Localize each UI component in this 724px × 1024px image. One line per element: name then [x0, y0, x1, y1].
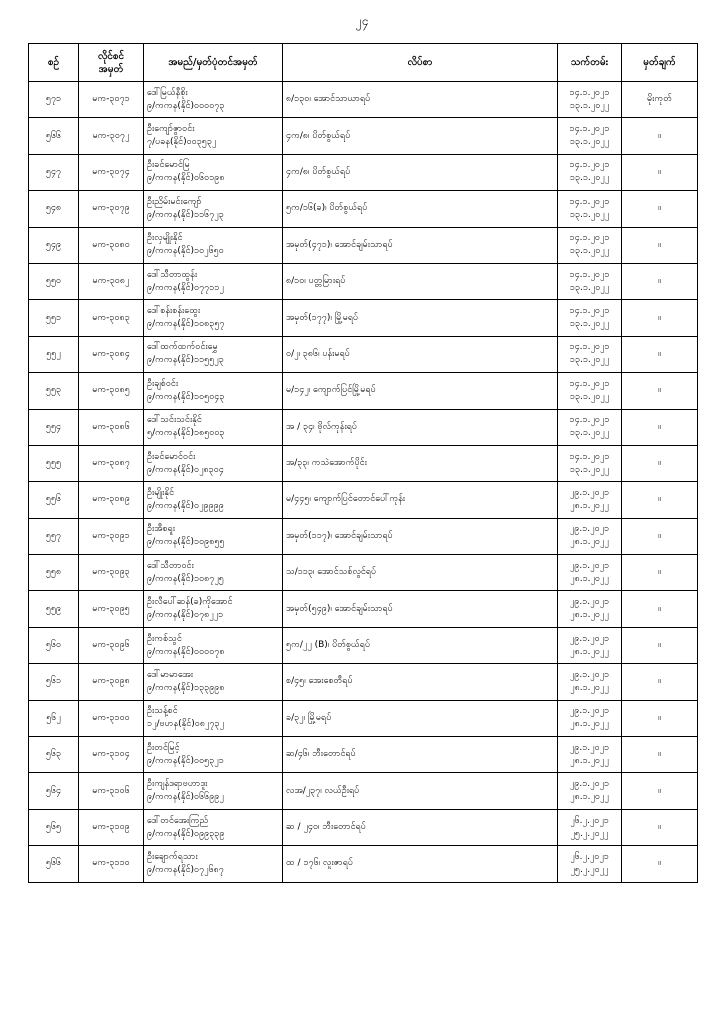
remark: ။: [622, 664, 698, 700]
nrc-number: ၉/ကကန(နိုင်)၀၆၀၁၉၈: [147, 173, 225, 184]
nrc-number: ၉/ကကန(နိုင်)၁၀၅၀၄၃: [147, 391, 225, 402]
nrc-number: ၉/ကကန(နိုင်)၀၉၉၃၃၉: [147, 828, 225, 839]
name-nrc-cell: [144, 227, 283, 263]
valid-from: ၁၄.၁.၂၀၂၁: [569, 378, 610, 389]
valid-to: ၂၈.၁.၂၀၂၂: [570, 537, 609, 548]
valid-to: ၁၃.၁.၂၀၂၂: [569, 209, 610, 220]
license-number: မက-၃၁၀၀: [79, 700, 144, 736]
license-number: မက-၃၀၇၁: [79, 82, 144, 118]
row-number: ၅၅၉: [29, 591, 79, 627]
header-name-nrc: အမည်/မှတ်ပုံတင်အမှတ်: [144, 44, 283, 82]
header-no: စဉ်: [29, 44, 79, 82]
valid-from: ၁၄.၁.၂၀၂၁: [569, 415, 610, 426]
address: အ / ၃၄၊ ဗိုလ်ကုန်းရပ်: [283, 409, 558, 445]
valid-from: ၂၉.၁.၂၀၂၁: [569, 742, 610, 753]
validity-cell: [558, 737, 622, 773]
validity-cell: [558, 373, 622, 409]
address: ၀/၂၊ ၃၈၆၊ ပန်းမရပ်: [283, 336, 558, 372]
nrc-number: ၉/ကကန(နိုင်)၁၃၃၉၉၈: [147, 682, 225, 693]
address: ၄က/၈၊ ပိတ်စွယ်ရပ်: [283, 154, 558, 190]
validity-cell: [558, 555, 622, 591]
address: ၈/၁၀၊ ပတ္တမြားရပ်: [283, 263, 558, 299]
person-name: ဦးလှမျိုးနိုင်: [147, 233, 183, 244]
valid-from: ၂၉.၁.၂၀၂၁: [569, 669, 610, 680]
license-number: မက-၃၀၈၉: [79, 482, 144, 518]
license-number: မက-၃၀၈၄: [79, 336, 144, 372]
header-remarks: မှတ်ချက်: [622, 44, 698, 82]
row-number: ၅၇၁: [29, 82, 79, 118]
license-number: မက-၃၀၇၉: [79, 191, 144, 227]
row-number: ၅၆၆: [29, 846, 79, 882]
valid-from: ၁၄.၁.၂၀၂၁: [569, 451, 610, 462]
validity-cell: [558, 227, 622, 263]
person-name: ဒေါ်စန်းစန်းထွေး: [147, 306, 201, 317]
table-row: [29, 591, 698, 627]
validity-cell: [558, 82, 622, 118]
address: စ/၄၅၊ အေးစေတီရပ်: [283, 664, 558, 700]
valid-to: ၁၃.၁.၂၀၂၂: [569, 173, 610, 184]
valid-from: ၁၄.၁.၂၀၂၁: [569, 233, 610, 244]
name-nrc-cell: [144, 191, 283, 227]
table-row: [29, 664, 698, 700]
nrc-number: ၉/ကကန(နိုင်)၀၇၇၁၁၂: [147, 282, 224, 293]
nrc-number: ၉/ကကန(နိုင်)၀၇၈၂၂၁: [147, 610, 224, 621]
row-number: ၅၅၈: [29, 555, 79, 591]
person-name: ဦးကျော်ဇွာဝင်း: [147, 124, 195, 135]
address: ဆ / ၂၄၀၊ ဘီးတောင်ရပ်: [283, 809, 558, 845]
person-name: ဒေါ်မာမာအေး: [147, 669, 194, 680]
person-name: ဦးခင်မောင်ဝင်း: [147, 451, 196, 462]
name-nrc-cell: [144, 555, 283, 591]
nrc-number: ၁၂/ဗဟန(နိုင်)၀၈၂၇၃၂: [147, 719, 224, 730]
name-nrc-cell: [144, 518, 283, 554]
license-number: မက-၃၀၉၃: [79, 555, 144, 591]
address: လအ/၂၃၇၊ လယ်ဦးရပ်: [283, 773, 558, 809]
table-row: [29, 737, 698, 773]
license-number: မက-၃၀၉၁: [79, 518, 144, 554]
validity-cell: [558, 700, 622, 736]
remark: ။: [622, 846, 698, 882]
license-number: မက-၃၁၀၄: [79, 737, 144, 773]
table-row: [29, 846, 698, 882]
row-number: ၅၆၆: [29, 118, 79, 154]
validity-cell: [558, 809, 622, 845]
person-name: ဒေါ်သင်းသင်းနိုင်: [147, 415, 202, 426]
remark: ။: [622, 118, 698, 154]
row-number: ၅၆၅: [29, 809, 79, 845]
valid-to: ၁၃.၁.၂၀၂၂: [569, 319, 610, 330]
person-name: ဒေါ်သီတာဝင်း: [147, 560, 194, 571]
table-row: [29, 263, 698, 299]
license-number: မက-၃၀၈၂: [79, 263, 144, 299]
person-name: ဦးကစ်သွင်: [147, 633, 182, 644]
person-name: ဦးကျန်ဒရာဗဟာဒူး: [147, 779, 208, 790]
row-number: ၅၆၂: [29, 700, 79, 736]
validity-cell: [558, 409, 622, 445]
valid-from: ၁၄.၁.၂၀၂၁: [569, 160, 610, 171]
license-number: မက-၃၁၀၉: [79, 809, 144, 845]
person-name: ဦးသန့်စင်: [147, 706, 178, 717]
validity-cell: [558, 846, 622, 882]
valid-to: ၁၃.၁.၂၀၂၂: [569, 428, 610, 439]
remark: ။: [622, 373, 698, 409]
nrc-number: ၉/ကကန(နိုင်)၀၀၀၀၇၃: [147, 100, 225, 111]
validity-cell: [558, 118, 622, 154]
address: သ/၁၁၃၊ အောင်သစ်လွင်ရပ်: [283, 555, 558, 591]
address: အမှတ်(၄၇၁)၊ အောင်ချမ်းသာရပ်: [283, 227, 558, 263]
row-number: ၅၆၀: [29, 627, 79, 663]
header-license-line2: အမှတ်: [98, 63, 124, 75]
validity-cell: [558, 591, 622, 627]
valid-from: ၁၄.၁.၂၀၂၁: [569, 196, 610, 207]
name-nrc-cell: [144, 373, 283, 409]
table-row: [29, 773, 698, 809]
nrc-number: ၉/ကကန(နိုင်)၀၂၈၃၀၄: [147, 464, 224, 475]
validity-cell: [558, 482, 622, 518]
nrc-number: ၉/ကကန(နိုင်)၁၁၅၅၂၃: [147, 355, 224, 366]
remark: ။: [622, 482, 698, 518]
nrc-number: ၉/ကကန(နိုင်)၁၀၉၈၅၅: [147, 537, 225, 548]
person-name: ဦးခင်မောင်မြ: [147, 160, 190, 171]
table-row: [29, 518, 698, 554]
valid-to: ၂၈.၁.၂၀၂၂: [570, 573, 609, 584]
valid-to: ၂၈.၁.၂၀၂၂: [570, 792, 609, 803]
person-name: ဒေါ်မြယ်နီစိုး: [147, 87, 188, 98]
row-number: ၅၅၁: [29, 300, 79, 336]
name-nrc-cell: [144, 700, 283, 736]
table-row: [29, 118, 698, 154]
person-name: ဦးတင်မြင့်: [147, 742, 180, 753]
validity-cell: [558, 300, 622, 336]
name-nrc-cell: [144, 846, 283, 882]
valid-from: ၂၉.၁.၂၀၂၁: [569, 560, 610, 571]
table-row: [29, 555, 698, 591]
valid-to: ၁၃.၁.၂၀၂၂: [569, 137, 610, 148]
address: အမှတ်(၁၁၇)၊ အောင်ချမ်းသာရပ်: [283, 518, 558, 554]
address: ၈/၁၃၀၊ အောင်သာယာရပ်: [283, 82, 558, 118]
nrc-number: ၉/ကကန(နိုင်)၀၆၆၉၉၂: [147, 792, 224, 803]
table-row: [29, 445, 698, 481]
address: ၄က/၈၊ ပိတ်စွယ်ရပ်: [283, 118, 558, 154]
valid-to: ၂၈.၁.၂၀၂၂: [570, 682, 609, 693]
row-number: ၅၅၄: [29, 409, 79, 445]
row-number: ၅၄၉: [29, 227, 79, 263]
license-number: မက-၃၁၁၀: [79, 846, 144, 882]
row-number: ၅၄၈: [29, 191, 79, 227]
valid-from: ၁၄.၁.၂၀၂၁: [569, 342, 610, 353]
valid-from: ၂၉.၁.၂၀၂၁: [569, 597, 610, 608]
valid-to: ၁၃.၁.၂၀၂၂: [569, 355, 610, 366]
remark: ။: [622, 737, 698, 773]
address: ထ / ၁၇၆၊ လူးဇာရပ်: [283, 846, 558, 882]
name-nrc-cell: [144, 154, 283, 190]
person-name: ဒေါ်ထက်ထက်ဝင်းမွှေ: [147, 342, 218, 353]
row-number: ၅၅၅: [29, 445, 79, 481]
row-number: ၅၅၀: [29, 263, 79, 299]
valid-from: ၂၆.၂.၂၀၂၁: [570, 815, 609, 826]
table-row: [29, 191, 698, 227]
remark: ။: [622, 555, 698, 591]
row-number: ၅၆၃: [29, 737, 79, 773]
validity-cell: [558, 154, 622, 190]
remark: ။: [622, 409, 698, 445]
name-nrc-cell: [144, 263, 283, 299]
nrc-number: ၇/ပခန(နိုင်)၀၀၃၅၃၂: [147, 137, 217, 148]
table-row: [29, 627, 698, 663]
nrc-number: ၉/ကကန(နိုင်)၁၀၂၆၅၀: [147, 246, 224, 257]
table-row: [29, 154, 698, 190]
row-number: ၅၅၇: [29, 518, 79, 554]
address: မ/၁၄၂၊ ကျောက်ပြင်မြို့မရပ်: [283, 373, 558, 409]
valid-to: ၂၈.၁.၂၀၂၂: [570, 646, 609, 657]
page-number: ၂၄: [355, 14, 369, 28]
validity-cell: [558, 518, 622, 554]
remark: ။: [622, 518, 698, 554]
license-number: မက-၃၀၈၀: [79, 227, 144, 263]
valid-from: ၂၉.၁.၂၀၂၁: [569, 487, 610, 498]
name-nrc-cell: [144, 118, 283, 154]
validity-cell: [558, 445, 622, 481]
valid-to: ၂၈.၁.၂၀၂၂: [570, 755, 609, 766]
address: အမှတ်(၅၄၉)၊ အောင်ချမ်းသာရပ်: [283, 591, 558, 627]
row-number: ၅၅၃: [29, 373, 79, 409]
validity-cell: [558, 773, 622, 809]
address: ၅က/၁၆(ခ)၊ ပိတ်စွယ်ရပ်: [283, 191, 558, 227]
name-nrc-cell: [144, 82, 283, 118]
license-number: မက-၃၀၈၃: [79, 300, 144, 336]
remark: ။: [622, 336, 698, 372]
table-header-row: [29, 44, 698, 82]
name-nrc-cell: [144, 482, 283, 518]
address: ၅က/၂၂ (B)၊ ပိတ်စွယ်ရပ်: [283, 627, 558, 663]
row-number: ၅၅၆: [29, 482, 79, 518]
person-name: ဦးအီစရူး: [147, 524, 176, 535]
header-license-line1: လိုင်စင်: [97, 50, 125, 62]
name-nrc-cell: [144, 336, 283, 372]
name-nrc-cell: [144, 445, 283, 481]
validity-cell: [558, 263, 622, 299]
license-registry-table: [28, 43, 698, 883]
address: မ/၄၄၅၊ ကျောက်ပြင်တောင်ပေါ်ကုန်း: [283, 482, 558, 518]
table-row: [29, 373, 698, 409]
license-number: မက-၃၀၉၅: [79, 591, 144, 627]
remark: ။: [622, 191, 698, 227]
address: အမှတ်(၁၇၇)၊ မြို့မရပ်: [283, 300, 558, 336]
remark: ။: [622, 445, 698, 481]
valid-to: ၁၃.၁.၂၀၂၂: [569, 100, 610, 111]
nrc-number: ၉/ကကန(နိုင်)၀၀၀၀၇၈: [147, 646, 225, 657]
remark: ။: [622, 700, 698, 736]
address: အ/၃၃၊ ကသဲအောက်ပိုင်း: [283, 445, 558, 481]
license-number: မက-၃၀၈၇: [79, 445, 144, 481]
person-name: ဦးချောက်ရသား: [147, 851, 198, 862]
valid-to: ၁၃.၁.၂၀၂၂: [569, 391, 610, 402]
table-row: [29, 336, 698, 372]
address: ဆ/၄၆၊ ဘီးတောင်ရပ်: [283, 737, 558, 773]
valid-from: ၂၉.၁.၂၀၂၁: [569, 706, 610, 717]
table-row: [29, 700, 698, 736]
valid-from: ၂၉.၁.၂၀၂၁: [569, 633, 610, 644]
nrc-number: ၉/ကကန(နိုင်)၀၂၉၉၉၉: [147, 500, 224, 511]
person-name: ဦးမျိုးနိုင်: [147, 487, 175, 498]
valid-to: ၁၃.၁.၂၀၂၂: [569, 246, 610, 257]
table-row: [29, 227, 698, 263]
license-number: မက-၃၀၈၅: [79, 373, 144, 409]
validity-cell: [558, 664, 622, 700]
row-number: ၅၆၄: [29, 773, 79, 809]
header-license-no: [79, 44, 144, 82]
remark: ။: [622, 300, 698, 336]
address: ခ/၃၂၊ မြို့မရပ်: [283, 700, 558, 736]
valid-to: ၂၈.၁.၂၀၂၂: [570, 500, 609, 511]
table-row: [29, 300, 698, 336]
remark: ။: [622, 627, 698, 663]
remark: ။: [622, 263, 698, 299]
name-nrc-cell: [144, 737, 283, 773]
license-number: မက-၃၀၇၂: [79, 118, 144, 154]
valid-from: ၂၉.၁.၂၀၂၁: [569, 779, 610, 790]
valid-from: ၂၆.၂.၂၀၂၁: [570, 851, 609, 862]
person-name: ဒေါ်တင်အေးကြည်: [147, 815, 209, 826]
row-number: ၅၄၇: [29, 154, 79, 190]
remark: ။: [622, 591, 698, 627]
person-name: ဒေါ်သီတာထွန်း: [147, 269, 198, 280]
valid-to: ၂၅.၂.၂၀၂၂: [570, 864, 609, 875]
validity-cell: [558, 336, 622, 372]
name-nrc-cell: [144, 773, 283, 809]
person-name: ဦးချစ်ဝင်း: [147, 378, 179, 389]
license-number: မက-၃၀၉၆: [79, 627, 144, 663]
valid-from: ၁၄.၁.၂၀၂၁: [569, 87, 610, 98]
valid-to: ၁၃.၁.၂၀၂၂: [569, 282, 610, 293]
name-nrc-cell: [144, 409, 283, 445]
remark: ။: [622, 773, 698, 809]
nrc-number: ၉/ကကန(နိုင်)၀၇၂၆၈၇: [147, 864, 224, 875]
valid-from: ၁၄.၁.၂၀၂၁: [569, 269, 610, 280]
table-row: [29, 482, 698, 518]
license-number: မက-၃၀၈၆: [79, 409, 144, 445]
validity-cell: [558, 191, 622, 227]
license-number: မက-၃၀၉၈: [79, 664, 144, 700]
license-number: မက-၃၁၀၆: [79, 773, 144, 809]
header-validity: သက်တမ်း: [558, 44, 622, 82]
table-row: [29, 809, 698, 845]
table-body: [29, 82, 698, 883]
valid-from: ၁၄.၁.၂၀၂၁: [569, 124, 610, 135]
remark: ။: [622, 809, 698, 845]
valid-from: ၂၉.၁.၂၀၂၁: [569, 524, 610, 535]
table-row: [29, 82, 698, 118]
row-number: ၅၅၂: [29, 336, 79, 372]
nrc-number: ၉/ကကန(နိုင်)၀၀၅၃၂၁: [147, 755, 224, 766]
valid-from: ၁၄.၁.၂၀၂၁: [569, 306, 610, 317]
name-nrc-cell: [144, 664, 283, 700]
nrc-number: ၉/ကကန(နိုင်)၁၀၈၃၅၇: [147, 319, 225, 330]
valid-to: ၂၈.၁.၂၀၂၂: [570, 719, 609, 730]
row-number: ၅၆၁: [29, 664, 79, 700]
header-address: လိပ်စာ: [283, 44, 558, 82]
nrc-number: ၅/ကကန(နိုင်)၁၈၅၀၀၃: [147, 428, 225, 439]
remark: ။: [622, 227, 698, 263]
name-nrc-cell: [144, 300, 283, 336]
nrc-number: ၉/ကကန(နိုင်)၁၀၈၇၂၅: [147, 573, 224, 584]
table-row: [29, 409, 698, 445]
valid-to: ၂၈.၁.၂၀၂၂: [570, 610, 609, 621]
remark: ။: [622, 154, 698, 190]
license-number: မက-၃၀၇၄: [79, 154, 144, 190]
name-nrc-cell: [144, 627, 283, 663]
name-nrc-cell: [144, 591, 283, 627]
validity-cell: [558, 627, 622, 663]
valid-to: ၁၃.၁.၂၀၂၂: [569, 464, 610, 475]
person-name: ဦးလီပေါ်ဆန်(ခ)ကိုအောင်: [147, 597, 233, 608]
person-name: ဦးညိမ်းမင်းကျော်: [147, 196, 202, 207]
remark: မိုးကုတ်: [622, 82, 698, 118]
name-nrc-cell: [144, 809, 283, 845]
valid-to: ၂၅.၂.၂၀၂၂: [570, 828, 609, 839]
nrc-number: ၉/ကကန(နိုင်)၁၁၆၇၂၃: [147, 209, 224, 220]
